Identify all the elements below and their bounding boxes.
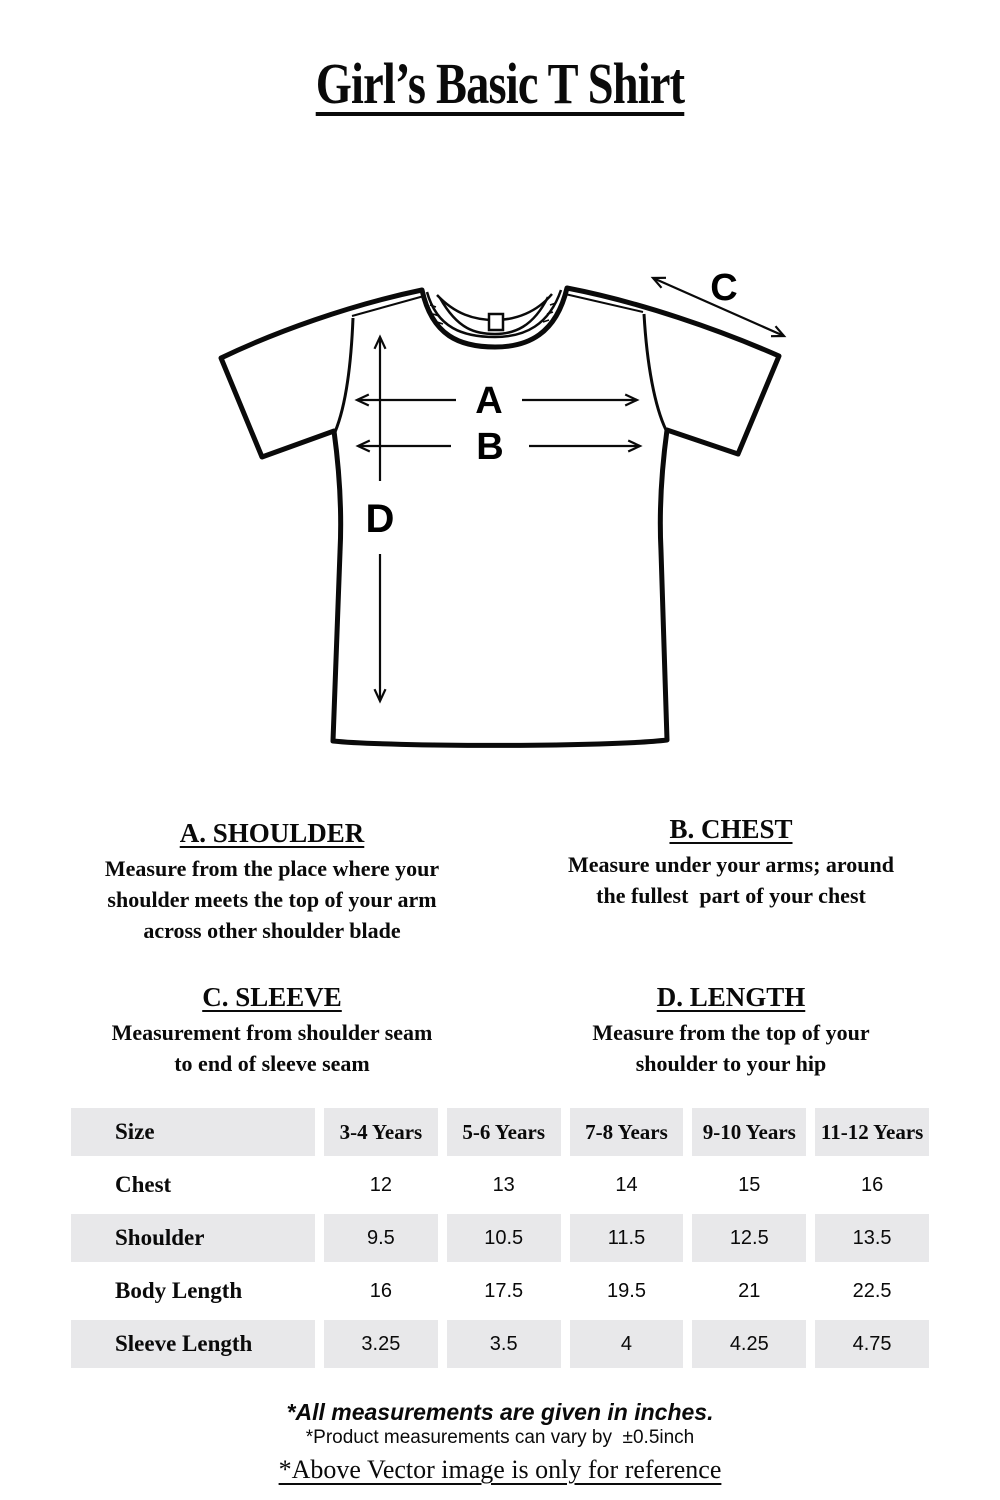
size-table-header-cell: 9-10 Years: [692, 1108, 806, 1156]
size-table-value-cell: 22.5: [852, 1279, 892, 1302]
page-title: Girl’s Basic T Shirt: [315, 51, 685, 116]
size-table: [62, 1103, 938, 1373]
instruction-section: [32, 982, 512, 1079]
size-table-value-cell: 9.5: [324, 1214, 438, 1262]
table-row: [71, 1161, 929, 1209]
measure-label-b: B: [476, 426, 504, 468]
table-row: [71, 1214, 929, 1262]
table-row: [71, 1320, 929, 1368]
size-table-value-cell: 15: [738, 1173, 761, 1196]
measure-label-c: C: [710, 267, 738, 309]
section-heading: B. CHEST: [669, 814, 793, 844]
size-table-row-label: Sleeve Length: [71, 1320, 315, 1368]
size-table-value-cell: 14: [615, 1173, 638, 1196]
section-line: Measure from the top of your: [592, 1020, 870, 1045]
size-table-header-size: Size: [71, 1108, 315, 1156]
instruction-section: [32, 818, 512, 946]
size-table-value-cell: 4: [570, 1320, 684, 1368]
neck-tag: [489, 314, 503, 330]
section-line: to end of sleeve seam: [174, 1051, 370, 1076]
tshirt-measurement-diagram: [0, 250, 1000, 790]
size-table-value-cell: 3.5: [447, 1320, 561, 1368]
size-table-value-cell: 3.25: [324, 1320, 438, 1368]
measure-label-a: A: [475, 380, 503, 422]
size-table-header-cell: 3-4 Years: [324, 1108, 438, 1156]
size-table-value-cell: 17.5: [484, 1279, 524, 1302]
tshirt-outline: [221, 288, 779, 745]
size-table-value-cell: 16: [860, 1173, 884, 1196]
size-table-value-cell: 12: [369, 1173, 393, 1196]
section-line: across other shoulder blade: [143, 918, 401, 943]
instruction-section: [506, 814, 956, 911]
size-table-header-cell: 11-12 Years: [815, 1108, 929, 1156]
size-table-row-label: Shoulder: [71, 1214, 315, 1262]
size-table-value-cell: 21: [738, 1279, 761, 1302]
section-heading: A. SHOULDER: [179, 818, 365, 848]
size-table-value-cell: 19.5: [607, 1279, 646, 1302]
size-table-value-cell: 13: [492, 1173, 515, 1196]
section-line: shoulder meets the top of your arm: [107, 887, 437, 912]
size-table-row-label: Chest: [115, 1172, 172, 1197]
section-heading: C. SLEEVE: [202, 982, 342, 1012]
section-line: Measure under your arms; around: [568, 852, 894, 877]
size-table-value-cell: 16: [369, 1279, 393, 1302]
section-heading: D. LENGTH: [656, 982, 806, 1012]
size-table-value-cell: 13.5: [815, 1214, 929, 1262]
size-table-value-cell: 10.5: [447, 1214, 561, 1262]
size-table-value-cell: 4.25: [692, 1320, 806, 1368]
footnote-reference: *Above Vector image is only for reference: [278, 1455, 722, 1484]
size-table-row-label: Body Length: [115, 1278, 243, 1303]
size-table-header-cell: 5-6 Years: [447, 1108, 561, 1156]
size-table-header-row: [71, 1108, 929, 1156]
size-table-header-cell: 7-8 Years: [570, 1108, 684, 1156]
size-table-value-cell: 11.5: [570, 1214, 684, 1262]
measure-label-d: D: [365, 497, 395, 541]
footnote-inches: *All measurements are given in inches.: [286, 1399, 714, 1425]
footnote-tolerance: *Product measurements can vary by ±0.5inch: [305, 1427, 695, 1448]
instruction-section: [506, 982, 956, 1079]
section-line: the fullest part of your chest: [596, 883, 866, 908]
size-table-value-cell: 12.5: [692, 1214, 806, 1262]
size-table-value-cell: 4.75: [815, 1320, 929, 1368]
table-row: [71, 1267, 929, 1315]
section-line: Measure from the place where your: [104, 856, 440, 881]
section-line: Measurement from shoulder seam: [111, 1020, 433, 1045]
section-line: shoulder to your hip: [635, 1051, 827, 1076]
